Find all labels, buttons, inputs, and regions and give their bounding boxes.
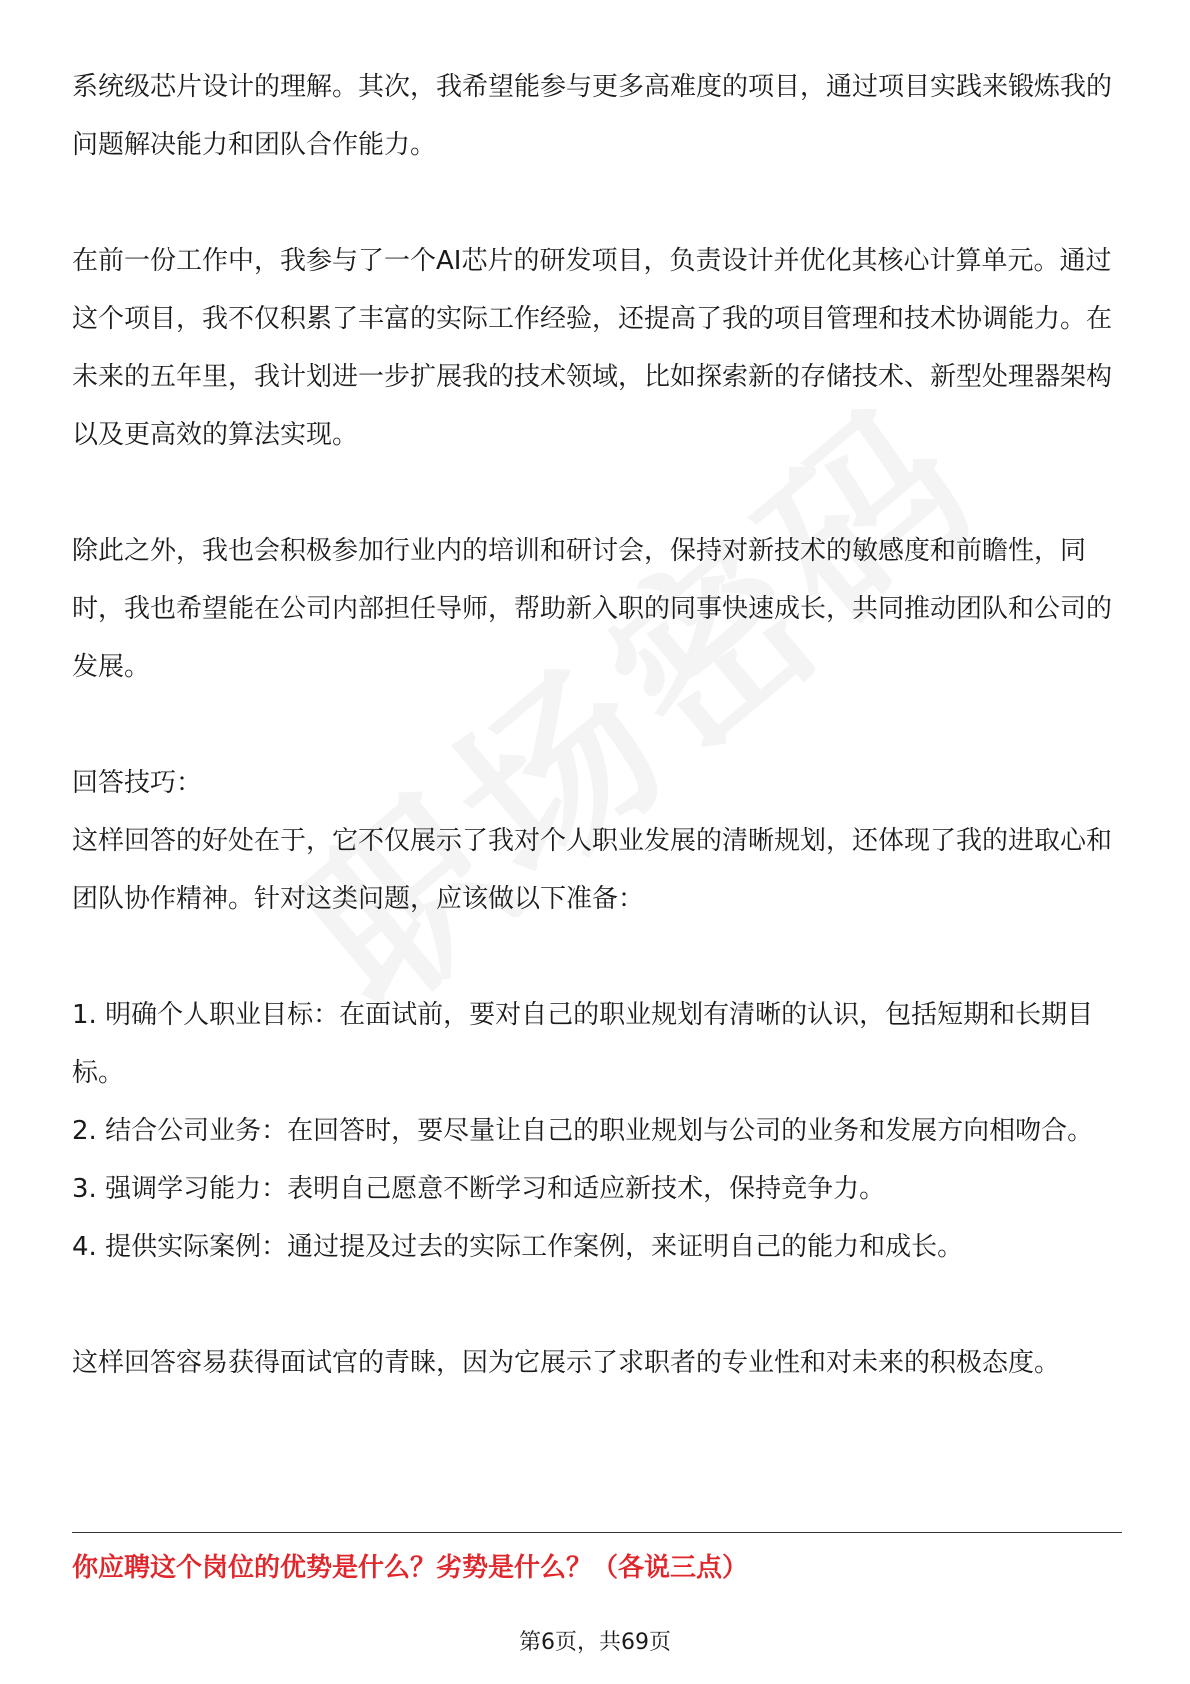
page-number: 第6页，共69页 — [519, 1630, 671, 1655]
document-body — [72, 58, 1122, 1392]
tips-heading: 回答技巧： — [72, 768, 203, 798]
list-item: 3. 强调学习能力：表明自己愿意不断学习和适应新技术，保持竞争力。 — [72, 1174, 886, 1204]
spacer — [72, 928, 1122, 986]
spacer — [72, 464, 1122, 522]
spacer — [72, 1276, 1122, 1334]
tips-intro: 这样回答的好处在于，它不仅展示了我对个人职业发展的清晰规划，还体现了我的进取心和团队协作精神。针对这类问题，应该做以下准备： — [72, 826, 1113, 914]
list-item: 1. 明确个人职业目标：在面试前，要对自己的职业规划有清晰的认识，包括短期和长期目标。 — [72, 1000, 1094, 1088]
paragraph-3: 除此之外，我也会积极参加行业内的培训和研讨会，保持对新技术的敏感度和前瞻性，同时，我也希望能在公司内部担任导师，帮助新入职的同事快速成长，共同推动团队和公司的发展。 — [72, 536, 1113, 682]
list-item: 2. 结合公司业务：在回答时，要尽量让自己的职业规划与公司的业务和发展方向相吻合。 — [72, 1116, 1094, 1146]
section-divider — [72, 1532, 1122, 1533]
spacer — [72, 174, 1122, 232]
conclusion-paragraph: 这样回答容易获得面试官的青睐，因为它展示了求职者的专业性和对未来的积极态度。 — [72, 1348, 1061, 1378]
next-question-heading: 你应聘这个岗位的优势是什么？劣势是什么？（各说三点） — [72, 1553, 749, 1583]
paragraph-1: 系统级芯片设计的理解。其次，我希望能参与更多高难度的项目，通过项目实践来锻炼我的问题解决能力和团队合作能力。 — [72, 72, 1113, 160]
tips-list — [72, 986, 1122, 1276]
spacer — [72, 696, 1122, 754]
paragraph-2: 在前一份工作中，我参与了一个AI芯片的研发项目，负责设计并优化其核心计算单元。通过这个项目，我不仅积累了丰富的实际工作经验，还提高了我的项目管理和技术协调能力。在未来的五年里，我计划进一步扩展我的技术领域，比如探索新的存储技术、新型处理器架构以及更高效的算法实现。 — [72, 246, 1113, 450]
list-item: 4. 提供实际案例：通过提及过去的实际工作案例，来证明自己的能力和成长。 — [72, 1232, 964, 1262]
